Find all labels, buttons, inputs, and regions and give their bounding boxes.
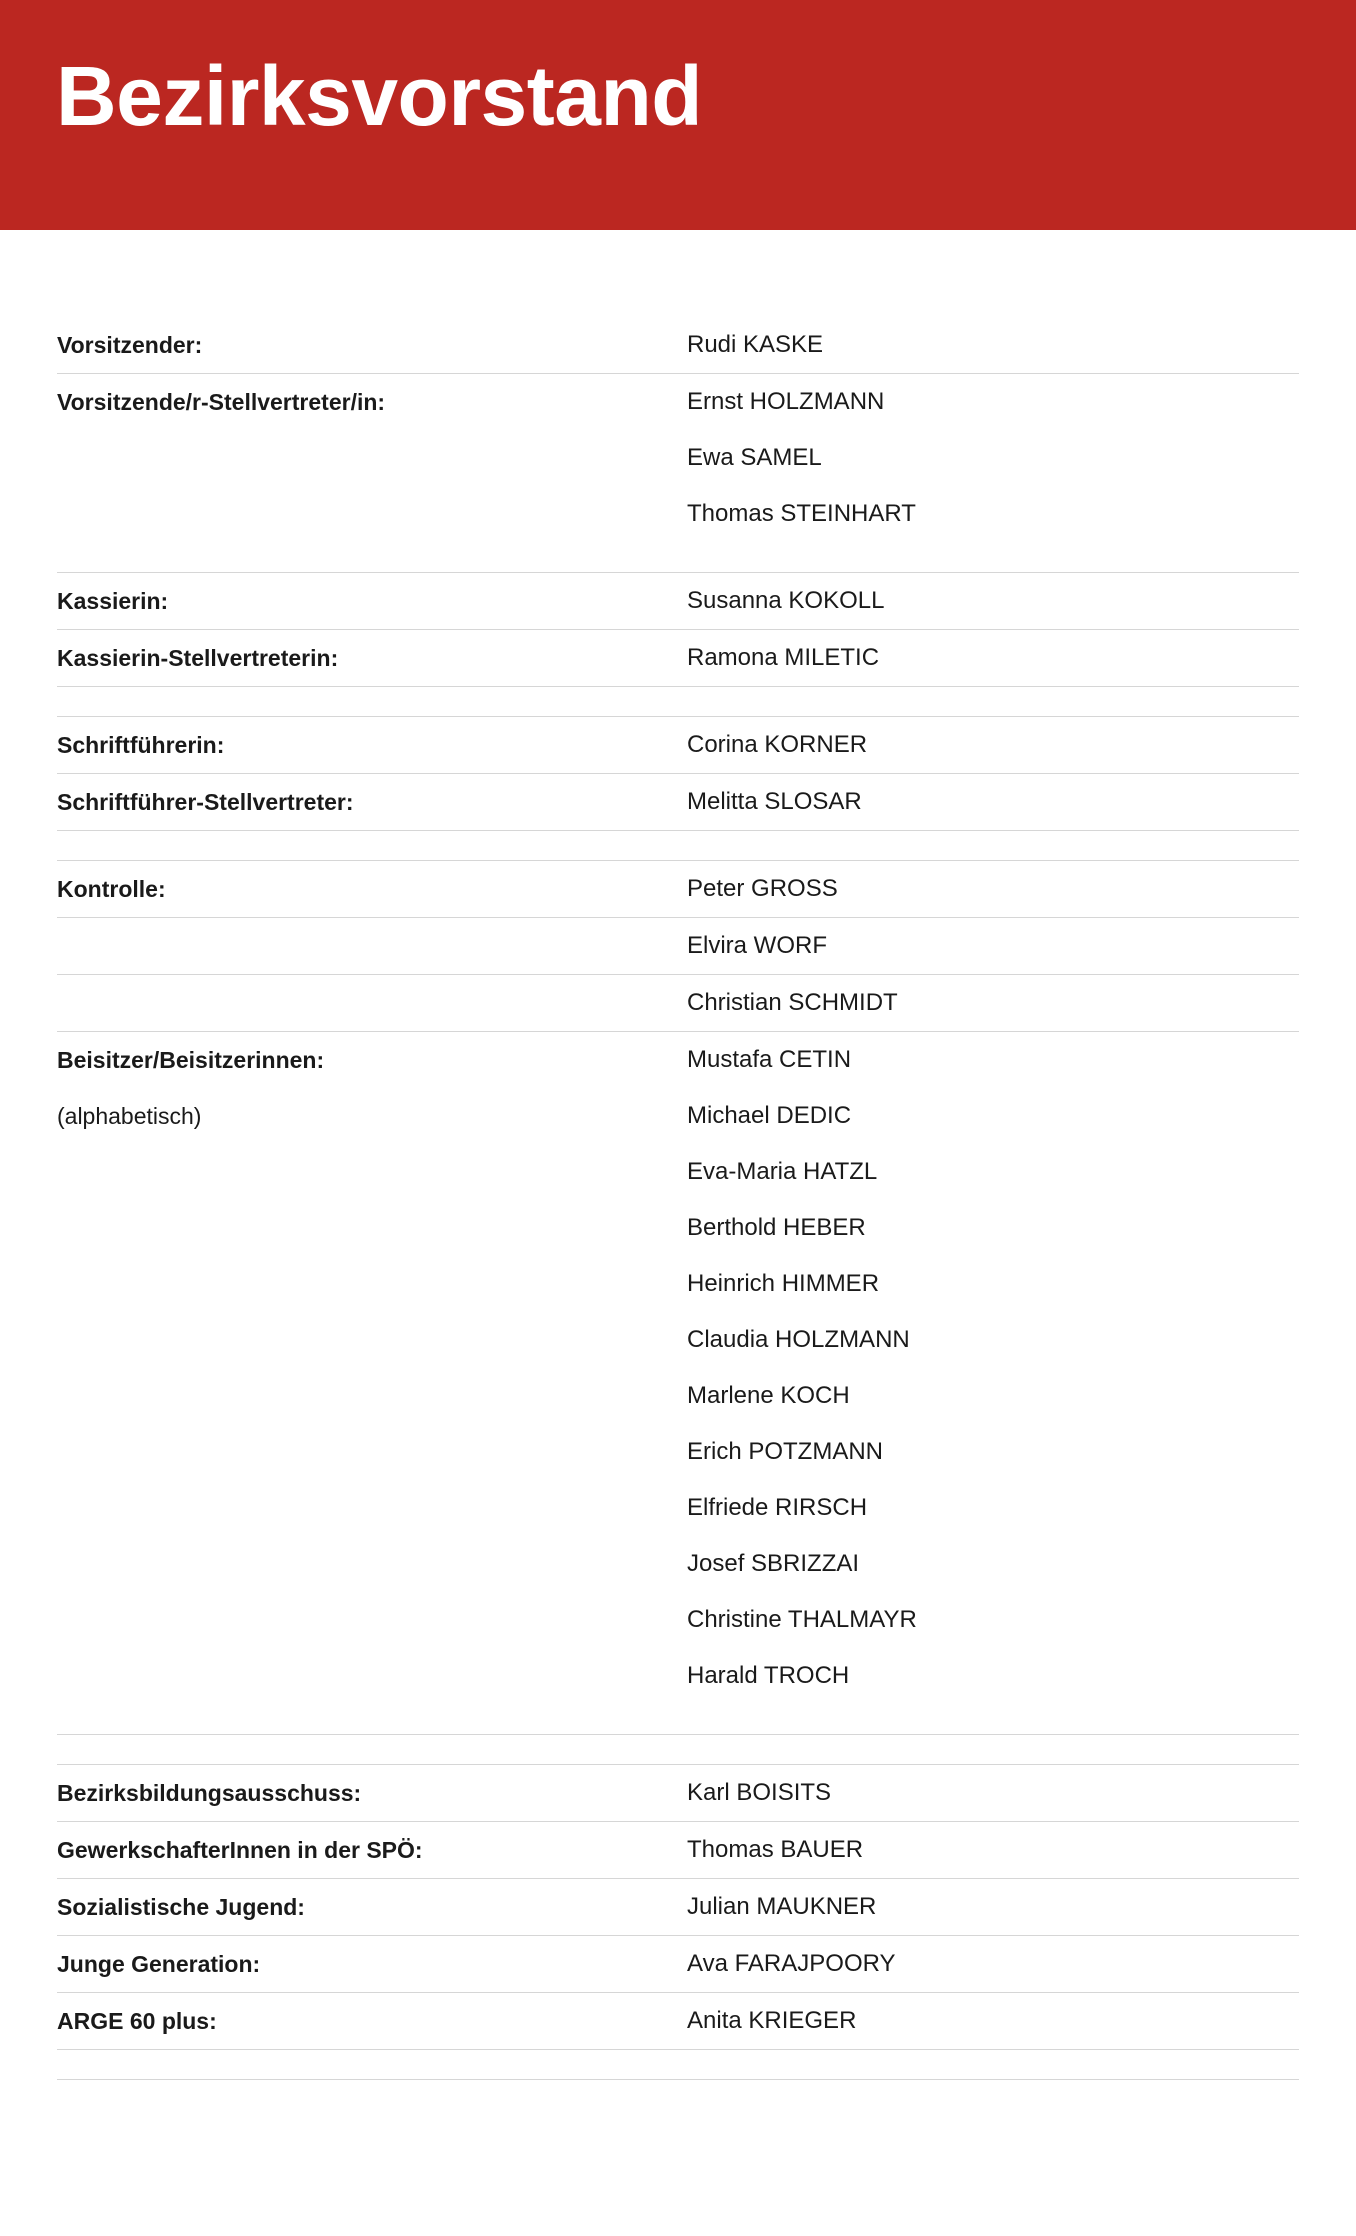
row-label (57, 573, 677, 629)
table-row (57, 975, 1299, 1032)
member-name: Elfriede RIRSCH (687, 1494, 868, 1521)
member-name: Berthold HEBER (687, 1214, 866, 1241)
member-name: Mustafa CETIN (687, 1046, 852, 1073)
table-row (57, 573, 1299, 630)
member-name: Michael DEDIC (687, 1102, 852, 1129)
member-name: Melitta SLOSAR (687, 788, 862, 815)
row-label-text: Bezirksbildungsausschuss: (57, 1780, 362, 1806)
member-name: Elvira WORF (687, 932, 827, 959)
table-row (57, 1032, 1299, 1735)
row-names (687, 630, 1299, 686)
member-name: Anita KRIEGER (687, 2007, 857, 2034)
page-title: Bezirksvorstand (56, 49, 703, 143)
row-label (57, 1879, 677, 1935)
table-row (57, 1879, 1299, 1936)
row-label (57, 630, 677, 686)
member-name: Rudi KASKE (687, 331, 824, 358)
row-names (687, 1032, 1299, 1734)
row-sublabel: (alphabetisch) (57, 1103, 202, 1129)
member-name: Eva-Maria HATZL (687, 1158, 878, 1185)
row-names (687, 861, 1299, 917)
row-label (57, 1765, 677, 1821)
member-name: Peter GROSS (687, 875, 838, 902)
row-names (687, 1993, 1299, 2049)
row-names (687, 1936, 1299, 1992)
row-label-text: Junge Generation: (57, 1951, 261, 1977)
row-label (57, 861, 677, 917)
row-names (687, 975, 1299, 1031)
table-row (57, 717, 1299, 774)
row-label (57, 717, 677, 773)
table-row (57, 374, 1299, 573)
page-header (0, 0, 1356, 230)
row-label-text: Vorsitzende/r-Stellvertreter/in: (57, 389, 386, 415)
member-name: Thomas STEINHART (687, 500, 916, 527)
row-label (57, 774, 677, 830)
member-name: Christian SCHMIDT (687, 989, 898, 1016)
board-table (57, 317, 1299, 2080)
row-names (687, 1822, 1299, 1878)
member-name: Thomas BAUER (687, 1836, 864, 1863)
member-name: Harald TROCH (687, 1662, 850, 1689)
row-names (687, 317, 1299, 373)
table-row (57, 1765, 1299, 1822)
row-label-text: GewerkschafterInnen in der SPÖ: (57, 1837, 423, 1863)
row-label-text: Vorsitzender: (57, 332, 203, 358)
row-label-text: Schriftführer-Stellvertreter: (57, 789, 354, 815)
row-names (687, 1765, 1299, 1821)
row-names (687, 374, 1299, 572)
member-name: Josef SBRIZZAI (687, 1550, 860, 1577)
member-name: Ernst HOLZMANN (687, 388, 885, 415)
table-row (57, 1822, 1299, 1879)
table-row (57, 1993, 1299, 2050)
member-name: Susanna KOKOLL (687, 587, 885, 614)
row-label (57, 1032, 677, 1144)
table-row-spacer (57, 687, 1299, 717)
table-row (57, 1936, 1299, 1993)
row-label-text: Sozialistische Jugend: (57, 1894, 305, 1920)
table-row-spacer (57, 2050, 1299, 2080)
member-name: Claudia HOLZMANN (687, 1326, 910, 1353)
member-name: Corina KORNER (687, 731, 868, 758)
member-name: Ava FARAJPOORY (687, 1950, 896, 1977)
row-label-text: Schriftführerin: (57, 732, 225, 758)
table-row (57, 774, 1299, 831)
member-name: Ramona MILETIC (687, 644, 880, 671)
member-name: Marlene KOCH (687, 1382, 850, 1409)
table-row-spacer (57, 831, 1299, 861)
row-label (57, 317, 677, 373)
row-label (57, 1993, 677, 2049)
row-label-text: Beisitzer/Beisitzerinnen: (57, 1047, 325, 1073)
table-row (57, 861, 1299, 918)
row-names (687, 1879, 1299, 1935)
row-label-text: Kontrolle: (57, 876, 166, 902)
row-names (687, 918, 1299, 974)
row-label (57, 374, 677, 430)
row-label-text: ARGE 60 plus: (57, 2008, 217, 2034)
member-name: Heinrich HIMMER (687, 1270, 880, 1297)
member-name: Erich POTZMANN (687, 1438, 884, 1465)
row-names (687, 717, 1299, 773)
table-row-spacer (57, 1735, 1299, 1765)
row-label (57, 1822, 677, 1878)
table-row (57, 317, 1299, 374)
row-names (687, 573, 1299, 629)
member-name: Karl BOISITS (687, 1779, 832, 1806)
row-label-text: Kassierin-Stellvertreterin: (57, 645, 339, 671)
table-row (57, 918, 1299, 975)
member-name: Christine THALMAYR (687, 1606, 917, 1633)
member-name: Julian MAUKNER (687, 1893, 877, 1920)
row-label (57, 1936, 677, 1992)
row-names (687, 774, 1299, 830)
member-name: Ewa SAMEL (687, 444, 822, 471)
table-row (57, 630, 1299, 687)
row-label-text: Kassierin: (57, 588, 169, 614)
